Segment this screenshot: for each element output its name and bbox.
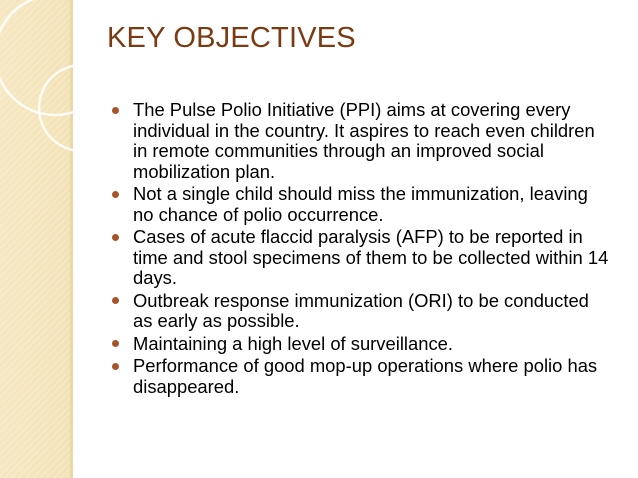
objectives-list [112,100,612,399]
list-item-text: The Pulse Polio Initiative (PPI) aims at covering every individual in the country. It aspires to reach even children in remote communities through an improved social mobilization plan. [133,99,595,182]
list-item [112,227,612,289]
list-item [112,356,612,397]
list-item [112,291,612,332]
bullet-marker-icon [112,340,119,347]
list-item-text: Maintaining a high level of surveillance. [133,332,453,354]
bullet-marker-icon [112,297,119,304]
bullet-marker-icon [112,191,119,198]
list-item [112,100,612,182]
bullet-marker-icon [112,363,119,370]
list-item-text: Outbreak response immunization (ORI) to be conducted as early as possible. [133,289,589,332]
decorative-circles [0,0,110,478]
list-item-text: Not a single child should miss the immunization, leaving no chance of polio occurrence. [133,183,588,225]
bullet-marker-icon [112,234,119,241]
list-item-text: Cases of acute flaccid paralysis (AFP) to be reported in time and stool specimens of them to be collected within 14 days. [133,226,609,289]
list-item [112,184,612,225]
slide-title: KEY OBJECTIVES [107,22,356,54]
list-item [112,334,612,355]
list-item-text: Performance of good mop-up operations where polio has disappeared. [133,355,598,397]
bullet-marker-icon [112,107,119,114]
